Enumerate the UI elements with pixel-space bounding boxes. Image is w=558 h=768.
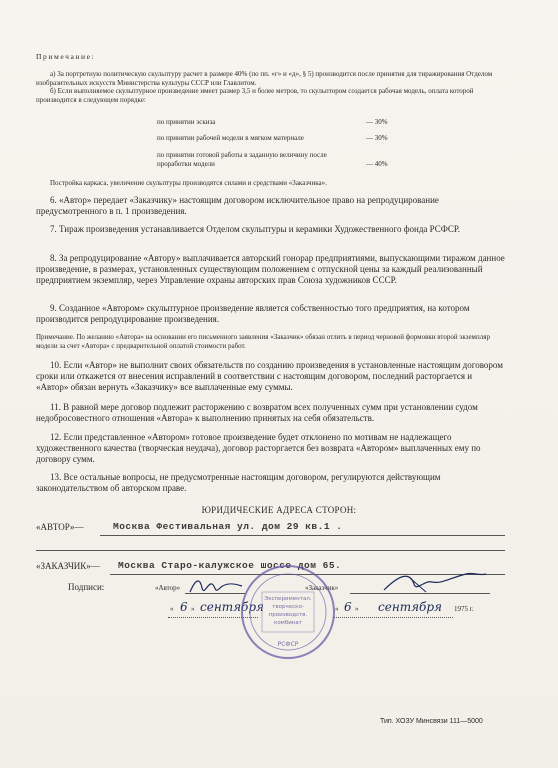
date-year: 1975 г. [454, 605, 474, 613]
svg-text:творческо-: творческо- [272, 604, 304, 610]
note-b: б) Если выполняемое скульптурное произведение имеет размер 3,5 и более метров, то скульптором создается рабочая модель, оплата которой производится в следующем порядке: [36, 87, 474, 104]
paragraph-12: 12. Если представленное «Автором» готовое произведение будет отклонено по мотивам не надлежащего художественного качества (творческая неудача), договор расторгается без возврата «Автором» выплаченных ему по договору сумм. [36, 432, 481, 464]
paragraph-13: 13. Все остальные вопросы, не предусмотренные настоящим договором, регулируются действующим законодательством об авторском праве. [36, 472, 441, 493]
svg-text:Экспериментал.: Экспериментал. [264, 596, 312, 602]
date-left-day: 6 [180, 600, 188, 614]
stage-2-label: по принятии рабочей модели в мягком материале [157, 134, 304, 142]
date-right-open-quote: « [335, 605, 339, 613]
date-right-day: 6 [344, 600, 352, 614]
date-right-close-quote: » [355, 605, 359, 613]
date-left-close-quote: » [191, 605, 195, 613]
stage-3-label: по принятии готовой работы в заданную величину после проработки модели [157, 151, 327, 169]
seal-stamp-icon [238, 562, 338, 662]
paragraph-8: 8. За репродуцирование «Автору» выплачивается авторский гонорар предприятиями, выпускающими тиражом данное произведение, в размерах, установленных существующим положением с отпускной цены за каждый реализованный предприятием экземпляр, через Управление охраны авторских прав Союза художников СССР. [36, 253, 505, 285]
note-a: а) За портретную политическую скульптуру расчет в размере 40% (по пп. «г» и «д», § 5) производится после принятия для тиражирования Отделом изобразительных искусств Министерства культуры СССР или Главлитом. [36, 70, 493, 87]
date-left-month: сентября [200, 600, 265, 614]
paragraph-10: 10. Если «Автор» не выполнит своих обязательств по созданию произведения в установленные настоящим договором сроки или откажется от внесения исправлений в соответствии с настоящим договором, последний расторгается и «Автор» обязан вернуть «Заказчику» все выплаченные ему суммы. [36, 360, 503, 392]
date-right-line [333, 617, 453, 618]
note-title: Примечание: [36, 52, 96, 61]
note-2: Примечание. По желанию «Автора» на основании его письменного заявления «Заказчик» обязан отлить в период черновой формовки второй экземпляр модели за счет «Автора» с предварительной оплатой стоимости работ. [36, 333, 490, 350]
svg-text:РСФСР: РСФСР [277, 641, 299, 648]
customer-signature-icon [380, 570, 490, 596]
paragraph-9: 9. Созданное «Автором» скульптурное произведение является собственностью того предприятия, на котором производится репродуцирование произведения. [36, 303, 470, 324]
date-left-open-quote: « [170, 605, 174, 613]
printer-footer: Тип. ХОЗУ Минсвязи 111—5000 [380, 718, 483, 725]
author-address: Москва Фестивальная ул. дом 29 кв.1 . [113, 521, 343, 532]
paragraph-6: 6. «Автор» передает «Заказчику» настоящим договором исключительное право на репродуцирование предусмотренного в п. 1 произведения. [36, 195, 439, 216]
author-address-line-2 [36, 550, 505, 551]
customer-address: Москва Старо-калужское шоссе дом 65. [118, 560, 342, 571]
note-c: Постройка каркаса, увеличение скульптуры производятся силами и средствами «Заказчика». [50, 179, 327, 187]
stage-1-pct: — 30% [366, 118, 388, 126]
addresses-title: ЮРИДИЧЕСКИЕ АДРЕСА СТОРОН: [201, 505, 357, 515]
author-label: «АВТОР»— [36, 522, 84, 532]
signatures-label: Подписи: [68, 582, 105, 592]
author-address-line [100, 535, 505, 536]
sig-customer-label: «Заказчик» [305, 584, 339, 592]
svg-text:производств.: производств. [268, 612, 308, 618]
paragraph-7: 7. Тираж произведения устанавливается Отделом скульптуры и керамики Художественного фонда РСФСР. [50, 224, 461, 234]
stage-3-pct: — 40% [366, 160, 388, 168]
sig-author-label: «Автор» [155, 584, 181, 592]
customer-label: «ЗАКАЗЧИК»— [36, 561, 100, 571]
svg-text:комбинат: комбинат [274, 620, 302, 626]
date-right-month: сентября [378, 600, 443, 614]
stage-1-label: по принятии эскиза [157, 118, 216, 126]
author-signature-icon [186, 576, 246, 598]
paragraph-11: 11. В равной мере договор подлежит расторжению с возвратом всех полученных сумм при установлении судом недобросовестного отношения «Автора» к выполнению принятых на себя обязательств. [36, 402, 478, 423]
stage-2-pct: — 30% [366, 134, 388, 142]
